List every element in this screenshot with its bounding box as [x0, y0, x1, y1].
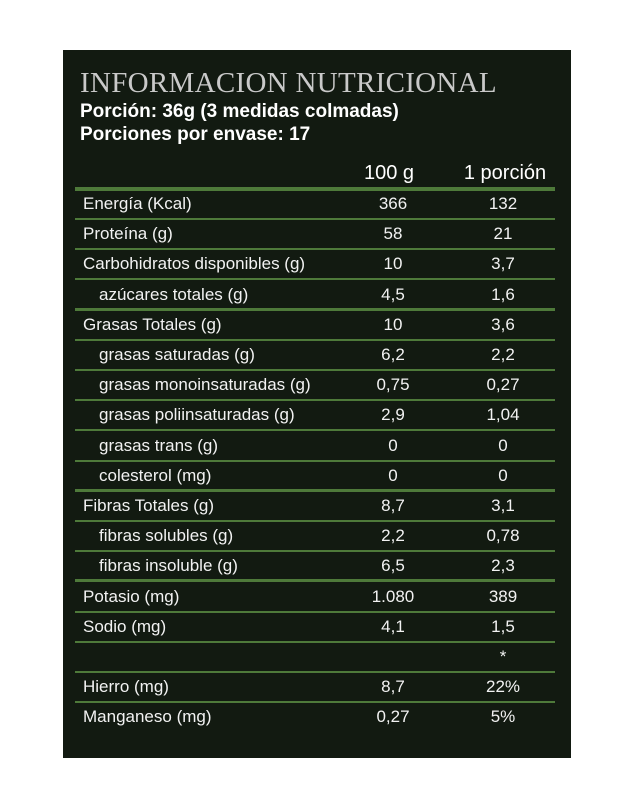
table-row — [63, 643, 571, 673]
value-per-100g: 4,1 — [381, 616, 405, 636]
table-row — [63, 613, 571, 643]
nutrition-facts-panel — [63, 50, 571, 758]
nutrient-label: Grasas Totales (g) — [83, 314, 222, 334]
value-per-serving: 1,04 — [486, 405, 520, 425]
nutrient-label: colesterol (mg) — [99, 465, 212, 485]
table-row — [63, 311, 571, 341]
value-per-100g: 2,9 — [381, 405, 405, 425]
value-per-100g: 8,7 — [381, 496, 405, 515]
table-row — [63, 220, 571, 250]
nutrient-label: Carbohidratos disponibles (g) — [83, 254, 306, 274]
table-row — [63, 432, 571, 462]
value-per-100g: 1.080 — [371, 586, 415, 606]
nutrient-label: azúcares totales (g) — [99, 284, 249, 304]
nutrient-label: grasas monoinsaturadas (g) — [99, 375, 311, 395]
table-row — [63, 250, 571, 280]
table-row — [63, 583, 571, 613]
table-row — [63, 371, 571, 401]
nutrient-label: grasas poliinsaturadas (g) — [99, 405, 295, 425]
value-per-serving: 5% — [490, 707, 516, 727]
table-row — [63, 673, 571, 703]
value-per-serving: 3,1 — [491, 496, 515, 515]
serving-size: Porción: 36g (3 medidas colmadas) — [80, 101, 399, 122]
value-per-100g: 6,5 — [381, 556, 405, 576]
table-row — [63, 492, 571, 522]
value-per-100g: 0 — [388, 435, 398, 455]
table-row — [63, 703, 571, 733]
nutrient-label: grasas trans (g) — [99, 435, 219, 455]
value-per-100g: 58 — [383, 224, 403, 244]
value-per-serving: 0 — [498, 465, 508, 485]
value-per-serving: 22% — [485, 677, 521, 697]
column-header-serving: 1 porción — [463, 162, 547, 184]
value-per-serving: 0,78 — [486, 526, 520, 546]
nutrient-label: Sodio (mg) — [83, 616, 167, 636]
value-per-serving: 0,27 — [486, 375, 520, 395]
value-per-100g: 6,2 — [381, 345, 405, 364]
nutrient-label: grasas saturadas (g) — [99, 345, 255, 364]
nutrient-label: fibras insoluble (g) — [99, 556, 238, 576]
value-per-serving: 21 — [493, 224, 513, 244]
value-per-serving: 3,6 — [491, 314, 515, 334]
value-per-100g: 2,2 — [381, 526, 405, 546]
value-per-100g: 0 — [388, 465, 398, 485]
table-row — [63, 281, 571, 311]
value-per-100g: 0,75 — [376, 375, 410, 395]
table-row — [63, 341, 571, 371]
nutrient-label: fibras solubles (g) — [99, 526, 234, 546]
value-per-100g: 366 — [378, 194, 408, 213]
value-per-serving: 3,7 — [491, 254, 515, 274]
value-per-serving: 1,6 — [491, 284, 515, 304]
value-per-100g: 10 — [383, 254, 403, 274]
table-row — [63, 552, 571, 582]
value-per-serving: * — [499, 647, 507, 666]
table-row — [63, 190, 571, 220]
servings-per-container: Porciones por envase: 17 — [80, 124, 311, 145]
nutrient-label: Energía (Kcal) — [83, 194, 192, 213]
value-per-serving: 1,5 — [491, 616, 515, 636]
table-row — [63, 462, 571, 492]
value-per-serving: 132 — [488, 194, 518, 213]
value-per-100g: 0,27 — [376, 707, 410, 727]
nutrient-label: Manganeso (mg) — [83, 707, 212, 727]
value-per-serving: 2,3 — [491, 556, 515, 576]
value-per-serving: 0 — [498, 435, 508, 455]
value-per-serving: 389 — [488, 586, 518, 606]
value-per-serving: 2,2 — [491, 345, 515, 364]
table-row — [63, 401, 571, 431]
value-per-100g: 8,7 — [381, 677, 405, 697]
nutrient-label: Fibras Totales (g) — [83, 496, 215, 515]
value-per-100g: 4,5 — [381, 284, 405, 304]
column-header-100g: 100 g — [363, 162, 415, 184]
nutrient-label: Hierro (mg) — [83, 677, 169, 697]
value-per-100g: 10 — [383, 314, 403, 334]
nutrient-label: Potasio (mg) — [83, 586, 180, 606]
nutrient-label: Proteína (g) — [83, 224, 173, 244]
panel-title: INFORMACION NUTRICIONAL — [80, 67, 497, 99]
table-row — [63, 522, 571, 552]
